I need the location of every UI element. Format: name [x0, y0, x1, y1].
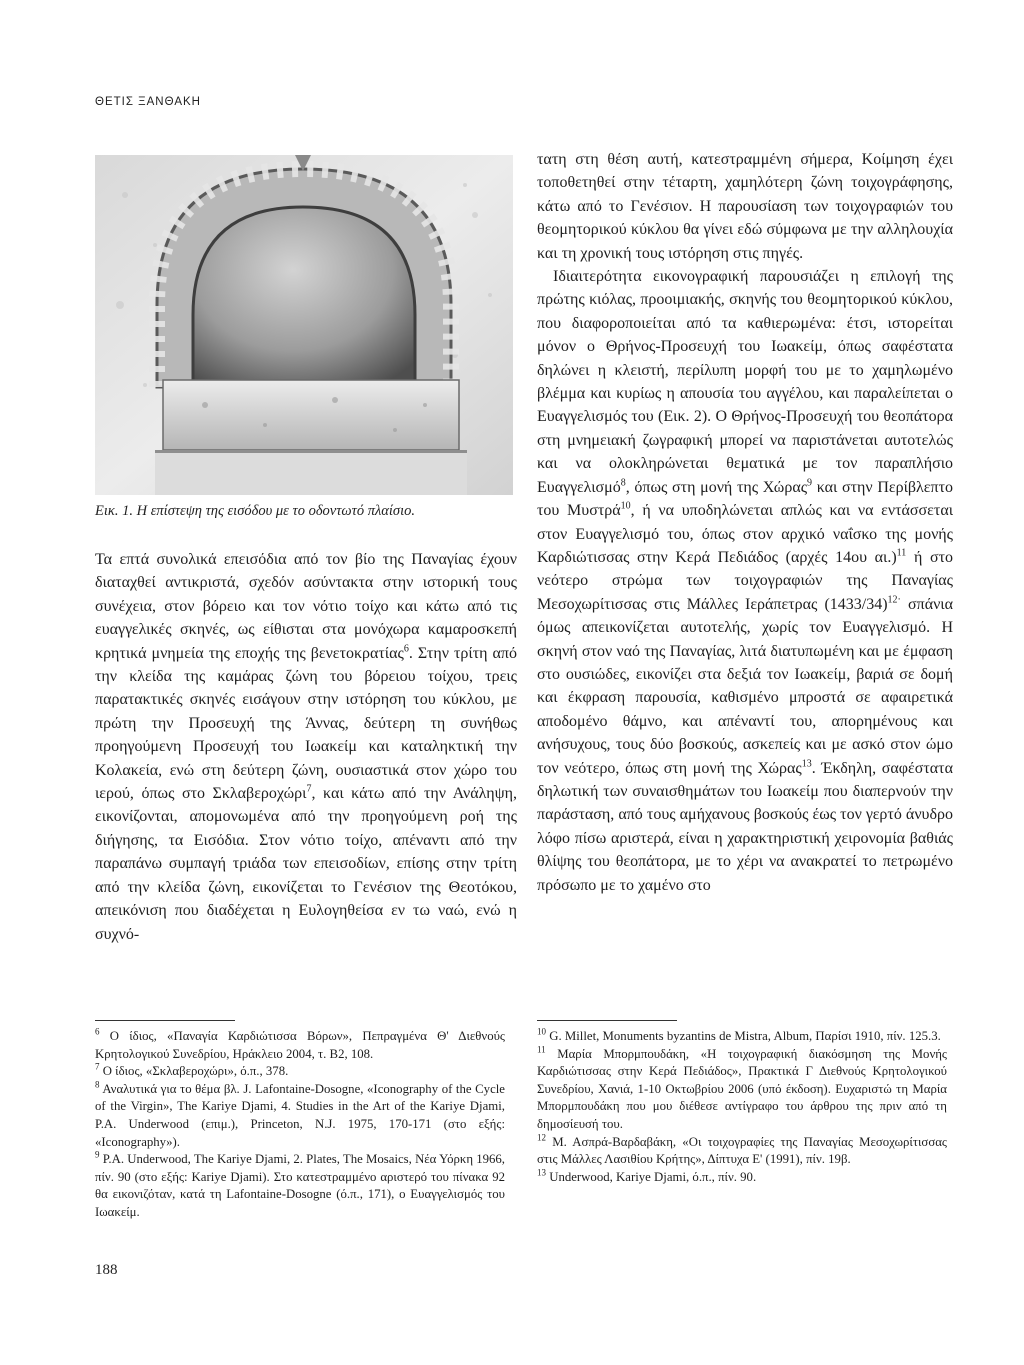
footnote-text: Ο ίδιος, «Σκλαβεροχώρι», ό.π., 378.: [102, 1064, 289, 1079]
right-column: [537, 148, 953, 897]
footnote-separator-right: [537, 1020, 677, 1021]
figure-arched-niche-photo: [95, 155, 513, 495]
running-head: ΘΕΤΙΣ ΞΑΝΘΑΚΗ: [95, 96, 201, 108]
footnote-ref: 7: [306, 783, 312, 795]
footnote-number: 8: [95, 1079, 100, 1090]
footnote-number: 6: [95, 1026, 100, 1037]
footnote-text: P.A. Underwood, The Kariye Djami, 2. Plates, The Mosaics, Νέα Υόρκη 1966, πίν. 90 (στο εξής: Kariye Djami). Στο κατεστραμμένο αριστερό του πίνακα 92 θα εικονιζόταν, κατά τη Lafontaine-Dosogne (ό.π., 171), ο Ευαγγελισμός του Ιωακείμ.: [95, 1152, 506, 1219]
footnote: [537, 1169, 947, 1187]
footnote-text: Underwood, Kariye Djami, ό.π., πίν. 90.: [549, 1169, 757, 1184]
footnote: [537, 1134, 947, 1169]
footnote: [537, 1046, 947, 1134]
footnote-ref: 10: [620, 500, 631, 512]
footnote-text: G. Millet, Monuments byzantins de Mistra, Album, Παρίσι 1910, πίν. 125.3.: [549, 1029, 941, 1043]
text-run: . Έκδηλη, σαφέστατα δηλωτική των συναισθημάτων του Ιωακείμ που διαπερνούν την παράσταση, από τους αμήχανους βοσκούς έως τον γερτό άνυδρο λόφο πίσω αριστερά, είναι η χαρακτηριστική χειρονομία βαθιάς θλίψης του θεοπάτορα, με το χέρι να ανακρατεί το πετρωμένο πρόσωπο με το χαμένο στο: [537, 759, 953, 894]
page-number: 188: [95, 1262, 118, 1278]
footnote-text: Μ. Ασπρά-Βαρδαβάκη, «Οι τοιχογραφίες της Παναγίας Μεσοχωρίτισσας στις Μάλλες Λασιθίου Κρήτης», Δίπτυχα Ε' (1991), πίν. 19β.: [537, 1134, 947, 1167]
footnote-number: 13: [537, 1167, 546, 1178]
left-column: [95, 548, 517, 946]
text-run: Ιδιαιτερότητα εικονογραφική παρουσιάζει η επιλογή της πρώτης κιόλας, προοιμιακής, σκηνής του θεομητορικού κύκλου, που διαφοροποιείται από τα καθιερωμένα: έτσι, ιστορείται μόνον ο Θρήνος-Προσευχή του Ιωακείμ, όπως σαφέστατα δηλώνει η κλειστή, περίλυπη μορφή του με το χαμηλωμένο βλέμμα και κυρίως η απουσία του αγγέλου, και παραλείπεται ο Ευαγγελισμός του (Εικ. 2). Ο Θρήνος-Προσευχή του θεοπάτορα στη μνημειακή ζωγραφική μπορεί να παριστάνεται αυτοτελώς και να ολοκληρώνεται θεματικά με τον παραπλήσιο Ευαγγελισμό: [537, 268, 953, 496]
footnote-ref: 11: [896, 547, 907, 559]
footnote-number: 11: [537, 1044, 546, 1055]
footnote-number: 9: [95, 1149, 100, 1160]
right-paragraph-1: τατη στη θέση αυτή, κατεστραμμένη σήμερα, Κοίμηση έχει τοποθετηθεί στην τέταρτη, χαμηλότερη ζώνη τοιχογράφησης, κάτω από το Γενέσιον. Η παρουσίαση των τοιχογραφιών του θεομητορικού κύκλου θα γίνει εδώ σύμφωνα με την αλληλουχία και τη χρονική τους ιστόρηση στις πηγές.: [537, 151, 953, 262]
footnote-ref: 8: [620, 477, 626, 489]
footnotes-left: [95, 1028, 505, 1222]
footnote-ref: 9: [807, 477, 813, 489]
footnote-separator-left: [95, 1020, 235, 1021]
left-paragraph: [95, 548, 517, 946]
text-run: Τα επτά συνολικά επεισόδια από τον βίο της Παναγίας έχουν διαταχθεί αντικριστά, σχεδόν ασύντακτα στην ιστορική τους συνέχεια, στον βόρειο και τον νότιο τοίχο και κάτω από τις ευαγγελικές σκηνές, ως είθισται στα μονόχωρα καμαροσκεπή κρητικά μνημεία της εποχής της βενετοκρατίας: [95, 551, 517, 662]
footnote-text: Μαρία Μπορμπουδάκη, «Η τοιχογραφική διακόσμηση της Μονής Καρδιώτισσας στην Κερά Πεδιάδος», Πρακτικά Γ Διεθνούς Κρητολογικού Συνεδρίου, Χανιά, 1-10 Οκτωβρίου 2006 (υπό έκδοση). Ευχαριστώ τη Μαρία Μπορμπουδάκη που μου διέθεσε αντίγραφο του άρθρου της πριν από τη δημοσίευσή του.: [537, 1046, 947, 1131]
text-run: , όπως στη μονή της Χώρας: [625, 478, 808, 496]
footnote-text: Αναλυτικά για το θέμα βλ. J. Lafontaine-Dosogne, «Iconography of the Cycle of the Virgin», The Kariye Djami, 4. Studies in the Art of the Kariye Djami, P.A. Underwood (επιμ.), Princeton, N.J. 1975, 170-171 (στο εξής: «Iconography»).: [95, 1081, 505, 1149]
text-run: σπάνια όμως απεικονίζεται αυτοτελής, χωρίς τον Ευαγγελισμό. Η σκηνή στον ναό της Παναγίας, λιτά διατυπωμένη και με έμφαση στο ουσιώδες, εικονίζει στα δεξιά τον Ιωακείμ, βαριά σε δομή και έκφραση παρουσία, καθισμένο μπροστά σε αφαιρετικά αποδομένο θάμνο, και απέναντί του, απορημένους και ανήσυχους, τους δύο βοσκούς, ασκεπείς και με ασκό στον ώμο τον νεότερο, όπως στη μονή της Χώρας: [537, 595, 953, 777]
arched-niche-image: [95, 155, 513, 495]
figure-caption: Εικ. 1. Η επίστεψη της εισόδου με το οδοντωτό πλαίσιο.: [95, 503, 415, 519]
footnote-number: 12: [537, 1132, 546, 1143]
text-run: ή στο νεότερο στρώμα των τοιχογραφιών της Παναγίας Μεσοχωρίτισσας στις Μάλλες Ιεράπετρας (1433/34): [537, 548, 953, 613]
footnote: [95, 1081, 505, 1151]
footnote: [95, 1063, 505, 1081]
footnote-ref: 13: [801, 758, 812, 770]
text-run: . Στην τρίτη από την κλείδα της καμάρας ζώνη του βόρειου τοίχου, τρεις παρατακτικές σκηνές εισάγουν στην ιστόρηση του κύκλου, με πρώτη την Προσευχή της Άννας, δεύτερη τη συνήθως προηγούμενη Προσευχή του Ιωακείμ και καταληκτική την Κολακεία, ενώ στη δεύτερη ζώνη, ουσιαστικά στον χώρο του ιερού, όπως στο Σκλαβεροχώρι: [95, 644, 518, 803]
footnotes-right: [537, 1028, 947, 1186]
footnote: [537, 1028, 947, 1046]
footnote: [95, 1151, 505, 1221]
right-paragraph-2: [537, 265, 953, 897]
footnote-number: 10: [537, 1026, 546, 1037]
footnote: [95, 1028, 505, 1063]
text-run: , ή να υποδηλώνεται απλώς και να εντάσσεται στον Ευαγγελισμό του, όπως στον αρχικό ναΐσκο της μονής Καρδιώτισσας στην Κερά Πεδιάδος (αρχές 14ου αι.): [537, 502, 954, 566]
footnote-ref: 6: [403, 643, 409, 655]
footnote-text: Ο ίδιος, «Παναγία Καρδιώτισσα Βόρων», Πεπραγμένα Θ' Διεθνούς Κρητολογικού Συνεδρίου, Ηράκλειο 2004, τ. Β2, 108.: [95, 1029, 505, 1061]
footnote-ref: 12·: [887, 594, 901, 606]
text-run: , και κάτω από την Ανάληψη, εικονίζονται, απομονωμένα από την προηγούμενη ροή της διήγησης, τα Εισόδια. Στον νότιο τοίχο, απέναντι από την παραπάνω συμπαγή τριάδα των επεισοδίων, επίσης στην τρίτη από την κλείδα ζώνη, εικονίζεται το Γενέσιον της Θεοτόκου, απεικόνιση που διαδέχεται η Ευλογηθείσα εν τω ναώ, ενώ η συχνό-: [95, 785, 518, 943]
footnote-number: 7: [95, 1061, 100, 1072]
text-run: και στην Περίβλεπτο του Μυστρά: [537, 478, 954, 520]
